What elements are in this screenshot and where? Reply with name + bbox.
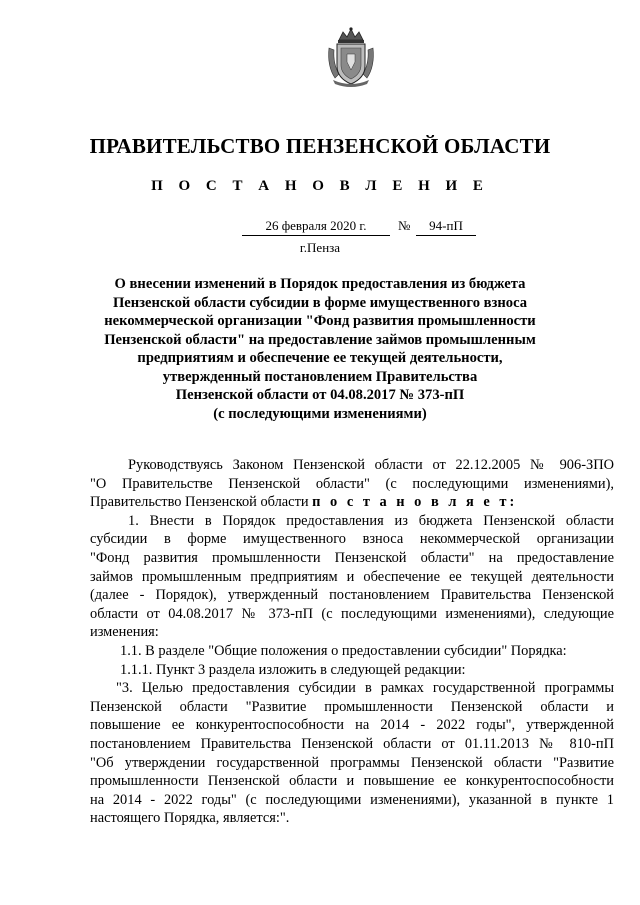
number-sign: № xyxy=(398,218,411,233)
penza-coat-of-arms-icon xyxy=(325,26,377,88)
document-date: 26 февраля 2020 г. xyxy=(242,218,390,236)
body-line: настоящего Порядка, является:". xyxy=(90,810,290,827)
date-number-row xyxy=(0,218,640,238)
body-line: 1.1. В разделе "Общие положения о предоставлении субсидии" Порядка: xyxy=(120,642,567,659)
document-heading xyxy=(90,275,550,423)
document-number: 94-пП xyxy=(416,218,476,236)
heading-line: (с последующими изменениями) xyxy=(213,405,427,422)
body-line xyxy=(90,493,614,512)
body-line: области от 04.08.2017 № 373-пП (с последующими изменениями), следующие xyxy=(90,605,614,622)
document-type: П О С Т А Н О В Л Е Н И Е xyxy=(151,178,489,194)
body-line: Руководствуясь Законом Пензенской области от 22.12.2005 № 906-ЗПО xyxy=(128,457,614,473)
body-line: займов промышленным предприятиям и обеспечение ее текущей деятельности xyxy=(90,568,614,585)
resolves-word: п о с т а н о в л я е т: xyxy=(312,494,518,511)
body-line: "3. Целью предоставления субсидии в рамках государственной программы xyxy=(116,680,614,697)
heading-line: предприятиям и обеспечение ее текущей деятельности, xyxy=(137,350,503,366)
body-line: 1. Внести в Порядок предоставления из бюджета Пензенской области xyxy=(128,512,614,529)
body-line: Пензенской области "Развитие промышленности Пензенской области и xyxy=(90,698,614,715)
body-line: "Фонд развития промышленности Пензенской области" на предоставление xyxy=(90,549,614,566)
body-line: 1.1.1. Пункт 3 раздела изложить в следующей редакции: xyxy=(120,661,466,678)
body-line: постановлением Правительства Пензенской области от 01.11.2013 № 810-пП xyxy=(90,735,614,752)
city: г.Пенза xyxy=(299,240,341,255)
body-line: субсидии в форме имущественного взноса некоммерческой организации xyxy=(90,531,614,548)
heading-line: Пензенской области от 04.08.2017 № 373-пП xyxy=(175,387,465,403)
government-title: ПРАВИТЕЛЬСТВО ПЕНЗЕНСКОЙ ОБЛАСТИ xyxy=(89,134,551,158)
body-line: "О Правительстве Пензенской области" (с последующими изменениями), xyxy=(90,475,614,492)
heading-line: Пензенской области" на предоставление займов промышленным xyxy=(104,331,536,348)
body-line: (далее - Порядок), утвержденный постановлением Правительства Пензенской xyxy=(90,587,614,604)
document-body xyxy=(90,456,614,828)
heading-line: Пензенской области субсидии в форме имущественного взноса xyxy=(112,294,528,311)
heading-line: некоммерческой организации "Фонд развития промышленности xyxy=(104,313,536,329)
body-line: на 2014 - 2022 годы" (с последующими изменениями), указанной в пункте 1 xyxy=(90,791,614,808)
heading-line: утвержденный постановлением Правительства xyxy=(162,368,478,385)
heading-line: О внесении изменений в Порядок предоставления из бюджета xyxy=(114,276,526,292)
body-line: повышение ее конкурентоспособности на 2014 - 2022 годы", утвержденной xyxy=(90,717,614,734)
body-line: промышленности Пензенской области и повышение ее конкурентоспособности xyxy=(90,773,614,790)
body-line: "Об утверждении государственной программы Пензенской области "Развитие xyxy=(90,754,614,771)
body-line: изменения: xyxy=(90,624,159,641)
intro-prefix: Правительство Пензенской области xyxy=(90,494,309,511)
